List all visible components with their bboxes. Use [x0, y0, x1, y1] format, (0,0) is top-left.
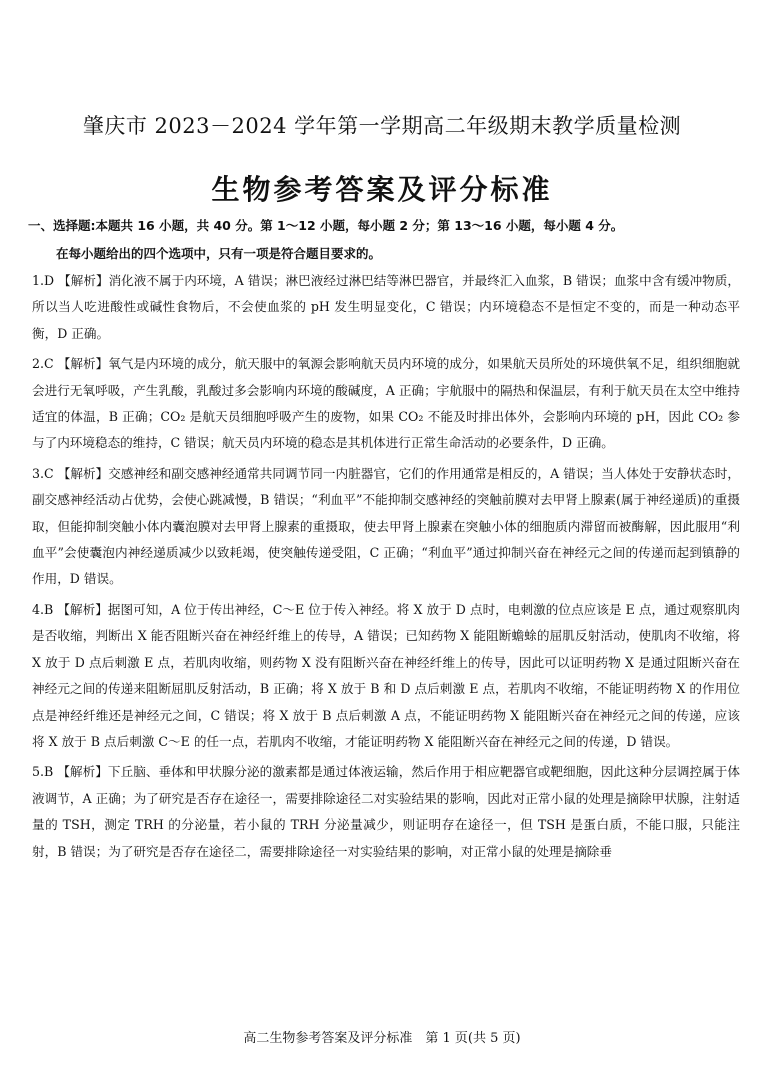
answer-number: 4.B — [32, 601, 54, 617]
analysis-tag: 【解析】 — [57, 601, 108, 617]
answer-number: 5.B — [32, 764, 54, 780]
exam-header-title: 肇庆市 2023－2024 学年第一学期高二年级期末教学质量检测 — [82, 114, 682, 138]
analysis-tag: 【解析】 — [57, 356, 109, 372]
answer-item — [32, 268, 740, 347]
answer-explanation: 下丘脑、垂体和甲状腺分泌的激素都是通过体液运输，然后作用于相应靶器官或靶细胞，因此这种分层调控属于体液调节，A 正确；为了研究是否存在途径一，需要排除途径二对实验结果的影响，因此对正常小鼠的处理是摘除甲状腺，注射适量的 TSH，测定 TRH 的分泌量，若小鼠的 TRH 分泌量减少，则证明存在途径一，但 TSH 是蛋白质，不能口服，只能注射，B 错误；为了研究是否存在途径二，需要排除途径一对实验结果的影响，对正常小鼠的处理是摘除垂 — [32, 764, 741, 859]
answer-item — [32, 351, 740, 457]
section-one-line-2: 在每小题给出的四个选项中，只有一项是符合题目要求的。 — [56, 246, 382, 261]
answer-item — [32, 597, 740, 755]
answer-explanation: 消化液不属于内环境，A 错误；淋巴液经过淋巴结等淋巴器官，并最终汇入血浆，B 错误；血浆中含有缓冲物质，所以当人吃进酸性或碱性食物后，不会使血浆的 pH 发生明显变化，C 错误；内环境稳态不是恒定不变的，而是一种动态平衡，D 正确。 — [32, 273, 740, 341]
answer-item — [32, 461, 740, 593]
answer-explanation: 交感神经和副交感神经通常共同调节同一内脏器官，它们的作用通常是相反的，A 错误；当人体处于安静状态时，副交感神经活动占优势，会使心跳减慢，B 错误；“利血平”不能抑制交感神经的突触前膜对去甲肾上腺素(属于神经递质)的重摄取，但能抑制突触小体内囊泡膜对去甲肾上腺素的重摄取，使去甲肾上腺素在突触小体的细胞质内滞留而被酶解，因此服用“利血平”会使囊泡内神经递质减少以致耗竭，使突触传递受阻，C 正确；“利血平”通过抑制兴奋在神经元之间的传递而起到镇静的作用，D 错误。 — [32, 465, 740, 587]
analysis-tag: 【解析】 — [58, 273, 109, 288]
document-title: 生物参考答案及评分标准 — [211, 173, 553, 206]
analysis-tag: 【解析】 — [57, 465, 109, 481]
answer-list — [32, 268, 740, 869]
answer-number: 3.C — [32, 465, 54, 481]
answer-number: 1.D — [32, 273, 55, 288]
page-footer: 高二生物参考答案及评分标准 第 1 页(共 5 页) — [243, 1031, 521, 1046]
section-one-line-1: 一、选择题:本题共 16 小题，共 40 分。第 1～12 小题，每小题 2 分；第 13～16 小题，每小题 4 分。 — [28, 218, 624, 233]
analysis-tag: 【解析】 — [57, 764, 108, 780]
answer-item — [32, 759, 740, 865]
answer-explanation: 据图可知，A 位于传出神经，C～E 位于传入神经。将 X 放于 D 点时，电刺激的位点应该是 E 点，通过观察肌肉是否收缩，判断出 X 能否阻断兴奋在神经纤维上的传导，A 错误；已知药物 X 能阻断蟾蜍的屈肌反射活动，使肌肉不收缩，将 X 放于 D 点后刺激 E 点，若肌肉收缩，则药物 X 没有阻断兴奋在神经纤维上的传导，因此可以证明药物 X 是通过阻断兴奋在神经元之间的传递来阻断屈肌反射活动，B 正确；将 X 放于 B 和 D 点后刺激 E 点，若肌肉不收缩，不能证明药物 X 的作用位点是神经纤维还是神经元之间，C 错误；将 X 放于 B 点后刺激 A 点，不能证明药物 X 能阻断兴奋在神经元之间的传递，应该将 X 放于 B 点后刺激 C～E 的任一点，若肌肉不收缩，才能证明药物 X 能阻断兴奋在神经元之间的传递，D 错误。 — [32, 601, 740, 749]
answer-number: 2.C — [32, 356, 54, 372]
section-one-instructions — [28, 212, 744, 268]
answer-explanation: 氧气是内环境的成分，航天服中的氧源会影响航天员内环境的成分，如果航天员所处的环境供氧不足，组织细胞就会进行无氧呼吸，产生乳酸，乳酸过多会影响内环境的酸碱度，A 正确；宇航服中的隔热和保温层，有利于航天员在太空中维持适宜的体温，B 正确；CO₂ 是航天员细胞呼吸产生的废物，如果 CO₂ 不能及时排出体外，会影响内环境的 pH，因此 CO₂ 参与了内环境稳态的维持，C 错误；航天员内环境的稳态是其机体进行正常生命活动的必要条件，D 正确。 — [32, 356, 740, 451]
